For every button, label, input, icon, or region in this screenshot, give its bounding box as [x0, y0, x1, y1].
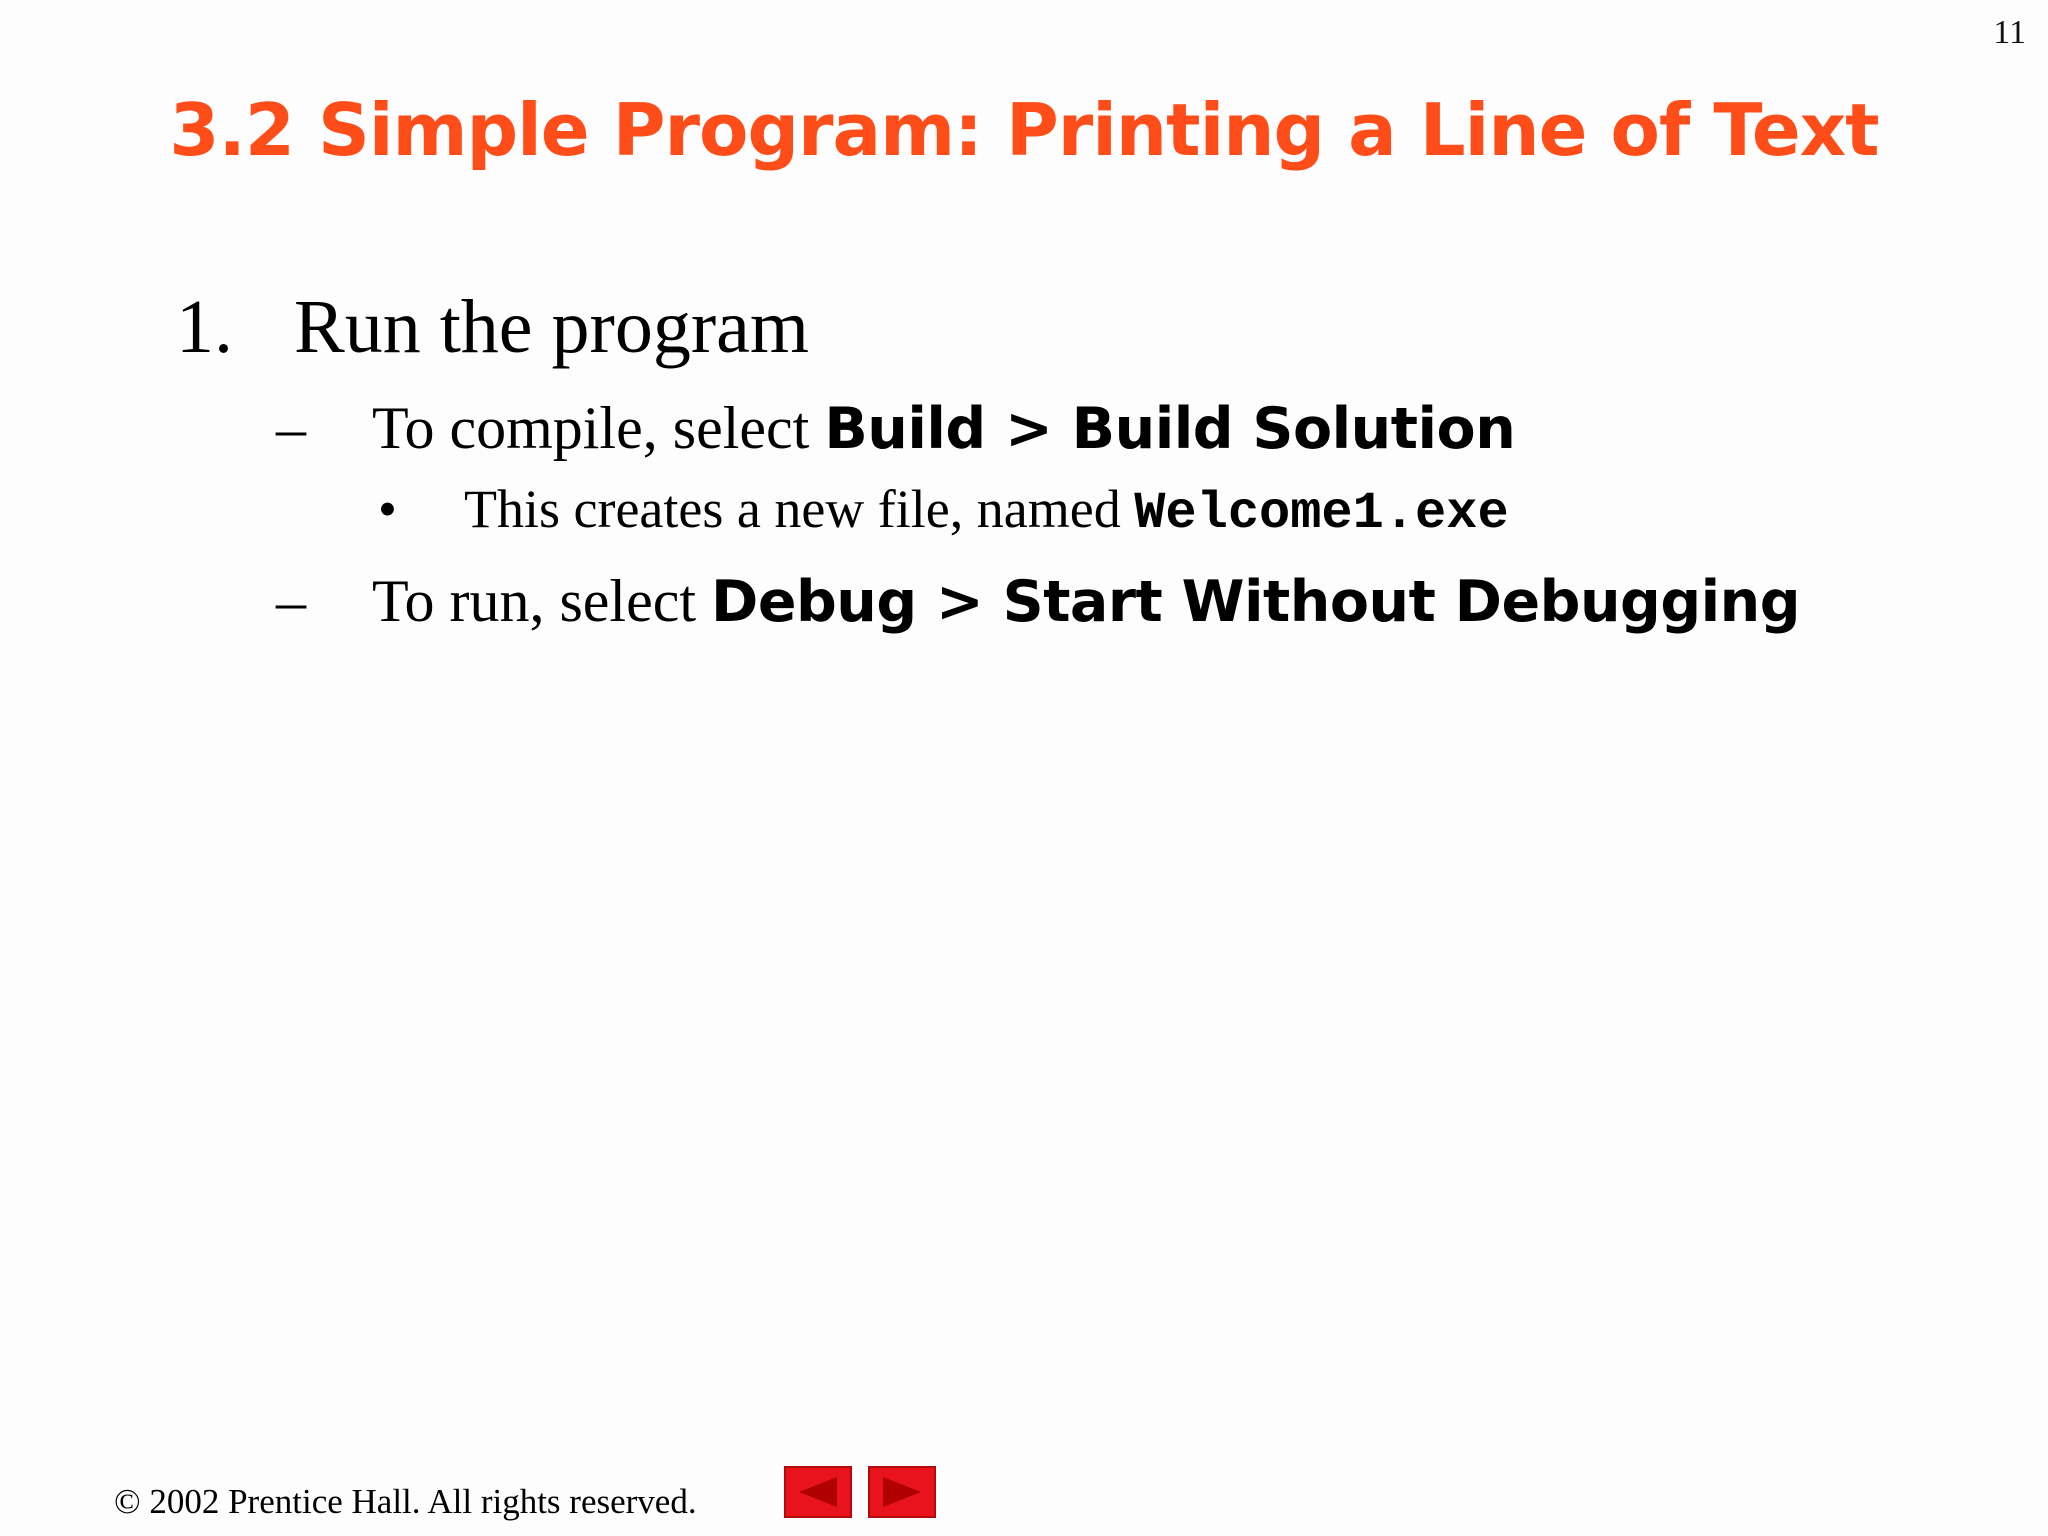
sub-item-text: To run, select	[372, 568, 697, 634]
sub-item-text: To compile, select	[372, 395, 810, 461]
sub-sub-item-text: This creates a new file, named	[464, 479, 1121, 539]
right-triangle-icon	[879, 1475, 925, 1509]
menu-path-debug: Debug > Start Without Debugging	[711, 569, 1801, 635]
sub-sub-item-new-file	[378, 478, 1509, 543]
copyright-footer: © 2002 Prentice Hall. All rights reserved.	[114, 1482, 697, 1521]
file-name-code: Welcome1.exe	[1134, 484, 1509, 543]
menu-path-build: Build > Build Solution	[824, 396, 1516, 462]
slide-navigation	[784, 1466, 936, 1518]
list-item-text: Run the program	[294, 285, 810, 369]
list-item-number: 1.	[176, 285, 233, 369]
next-slide-button[interactable]	[868, 1466, 936, 1518]
dash-bullet: –	[276, 395, 306, 461]
left-triangle-icon	[795, 1475, 841, 1509]
slide-title: 3.2 Simple Program: Printing a Line of Text	[169, 88, 1879, 172]
list-item-run-program	[176, 284, 809, 371]
dash-bullet: –	[276, 568, 306, 634]
sub-item-compile	[276, 394, 1515, 463]
sub-item-run	[276, 567, 1800, 636]
dot-bullet: •	[378, 479, 397, 539]
previous-slide-button[interactable]	[784, 1466, 852, 1518]
page-number: 11	[1993, 14, 2026, 51]
